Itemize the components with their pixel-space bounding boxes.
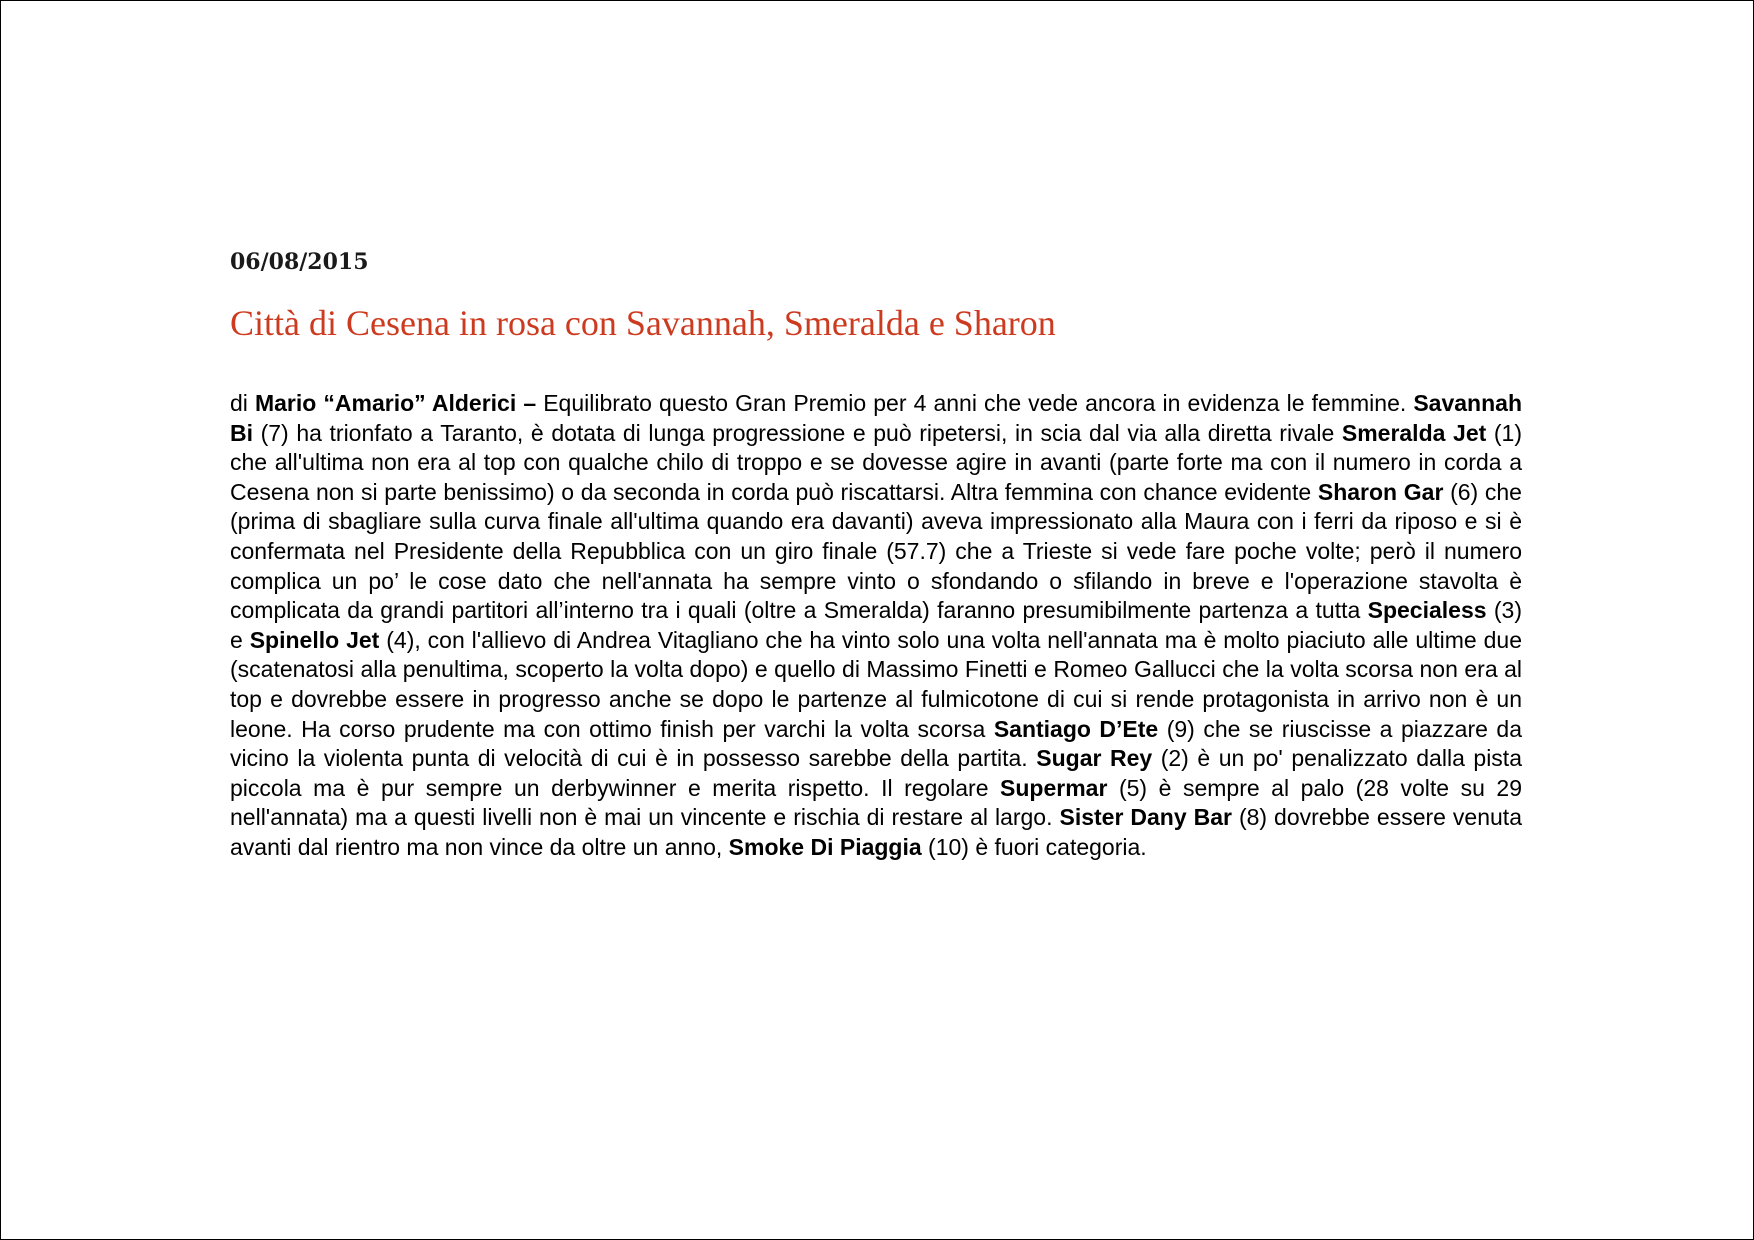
body-segment: Equilibrato questo Gran Premio per 4 anni che vede ancora in evidenza le femmine. <box>536 390 1414 416</box>
body-segment: (8) dovrebbe essere venuta avanti dal rientro ma non vince da oltre un anno, <box>230 804 1522 860</box>
bold-name: Mario “Amario” Alderici – <box>254 390 537 416</box>
bold-name: Santiago D’Ete <box>993 715 1159 742</box>
body-segment: di <box>230 390 255 416</box>
bold-name: Sister Dany Bar <box>1059 804 1232 831</box>
article-body <box>230 389 1522 863</box>
body-segment: (7) ha trionfato a Taranto, è dotata di lunga progressione e può ripetersi, in scia dal via alla diretta rivale <box>253 419 1342 446</box>
bold-name: Sharon Gar <box>1317 478 1444 505</box>
article-headline: Città di Cesena in rosa con Savannah, Smeralda e Sharon <box>230 303 1056 343</box>
body-segment: (5) è sempre al palo (28 volte su 29 nell'annata) ma a questi livelli non è mai un vincente e rischia di restare al largo. <box>230 774 1522 831</box>
body-segment: (9) che se riuscisse a piazzare da vicino la violenta punta di velocità di cui è in possesso sarebbe della partita. <box>230 715 1522 772</box>
article <box>230 249 1522 863</box>
body-segment: (10) è fuori categoria. <box>921 833 1147 860</box>
body-segment: (3) e <box>230 597 1522 653</box>
bold-name: Specialess <box>1367 597 1487 624</box>
body-segment: (4), con l'allievo di Andrea Vitagliano che ha vinto solo una volta nell'annata ma è molto piaciuto alle ultime due (scatenatosi alla penultima, scoperto la volta dopo) e quello di Massimo Finetti e Romeo Gallucci che la volta scorsa non era al top e dovrebbe essere in progresso anche se dopo le partenze al fulmicotone di cui si rende protagonista in arrivo non è un leone. Ha corso prudente ma con ottimo finish per varchi la volta scorsa <box>230 626 1522 742</box>
body-segment: (1) che all'ultima non era al top con qualche chilo di troppo e se dovesse agire in avanti (parte forte ma con il numero in corda a Cesena non si parte benissimo) o da seconda in corda può riscattarsi. Altra femmina con chance evidente <box>230 419 1522 505</box>
bold-name: Sugar Rey <box>1036 745 1153 772</box>
bold-name: Supermar <box>1000 774 1108 801</box>
bold-name: Savannah Bi <box>230 390 1522 446</box>
bold-name: Spinello Jet <box>249 626 380 653</box>
body-segment: (6) che (prima di sbagliare sulla curva finale all'ultima quando era davanti) aveva impressionato alla Maura con i ferri da riposo e si è confermata nel Presidente della Repubblica con un giro finale (57.7) che a Trieste si vede fare poche volte; però il numero complica un po’ le cose dato che nell'annata ha sempre vinto o sfondando o sfilando in breve e l'operazione stavolta è complicata da grandi partitori all’interno tra i quali (oltre a Smeralda) faranno presumibilmente partenza a tutta <box>230 478 1522 624</box>
article-date: 06/08/2015 <box>230 249 369 275</box>
bold-name: Smoke Di Piaggia <box>728 833 922 860</box>
bold-name: Smeralda Jet <box>1341 419 1487 446</box>
body-segment: (2) è un po' penalizzato dalla pista piccola ma è pur sempre un derbywinner e merita rispetto. Il regolare <box>230 745 1522 801</box>
